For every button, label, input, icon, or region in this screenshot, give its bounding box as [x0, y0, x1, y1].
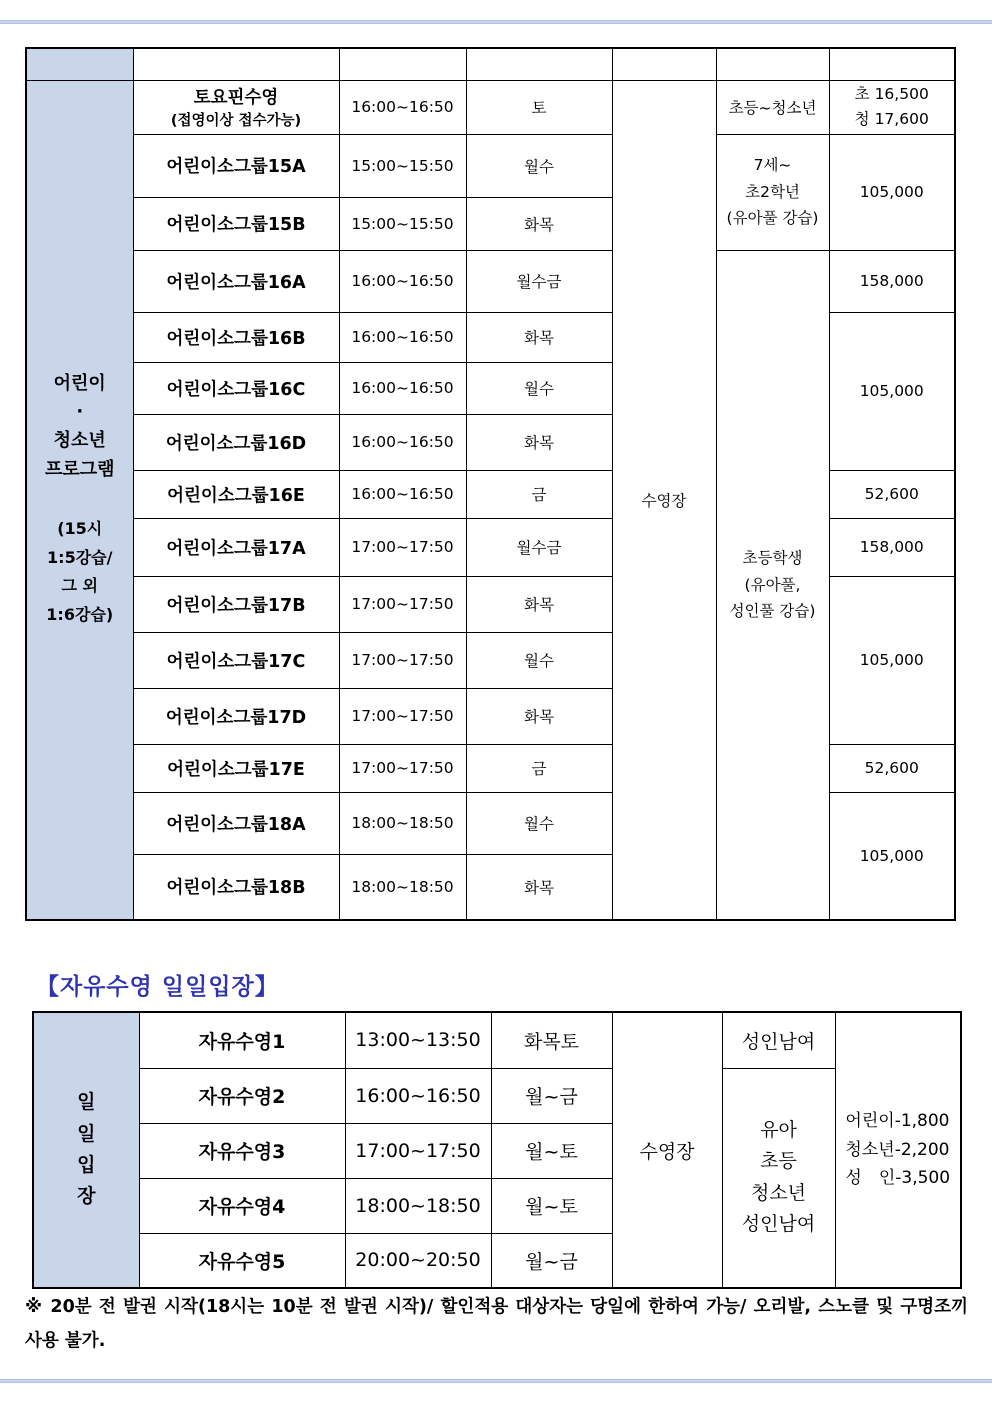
price: 105,000	[829, 134, 955, 250]
class-time: 18:00~18:50	[339, 792, 466, 854]
header-cell	[339, 48, 466, 80]
session-days: 월~금	[491, 1233, 612, 1288]
class-time: 16:00~16:50	[339, 250, 466, 312]
table-row	[26, 134, 955, 197]
price-line: 초 16,500	[854, 85, 929, 104]
session-time: 16:00~16:50	[345, 1068, 491, 1123]
target	[716, 250, 829, 920]
free-swim-category	[33, 1012, 139, 1288]
category-label: 어린이	[53, 372, 106, 394]
free-swim-table	[32, 1011, 962, 1289]
target-line: (유아풀 강습)	[726, 209, 819, 228]
class-name: 어린이소그룹16A	[133, 250, 339, 312]
session-time: 20:00~20:50	[345, 1233, 491, 1288]
class-time: 17:00~17:50	[339, 744, 466, 792]
place: 수영장	[612, 1012, 722, 1288]
price: 52,600	[829, 744, 955, 792]
class-name: 어린이소그룹17E	[133, 744, 339, 792]
target-line: 초2학년	[745, 182, 800, 201]
class-name-note: (접영이상 접수가능)	[170, 113, 302, 129]
class-time: 16:00~16:50	[339, 470, 466, 518]
class-days: 화목	[466, 688, 612, 744]
price: 105,000	[829, 312, 955, 470]
session-time: 13:00~13:50	[345, 1012, 491, 1068]
price	[829, 80, 955, 134]
class-days: 토	[466, 80, 612, 134]
table-row	[33, 1012, 961, 1068]
class-time: 16:00~16:50	[339, 414, 466, 470]
class-days: 금	[466, 470, 612, 518]
session-days: 화목토	[491, 1012, 612, 1068]
table-row	[33, 1068, 961, 1123]
category-label: 일	[77, 1091, 96, 1114]
category-note-line: 그 외	[61, 576, 98, 596]
class-name: 어린이소그룹15B	[133, 197, 339, 250]
target	[722, 1068, 835, 1288]
target: 초등~청소년	[716, 80, 829, 134]
class-name: 어린이소그룹17C	[133, 632, 339, 688]
session-days: 월~토	[491, 1123, 612, 1178]
class-time: 16:00~16:50	[339, 362, 466, 414]
class-days: 월수	[466, 362, 612, 414]
header-cell	[829, 48, 955, 80]
free-swim-heading: 【자유수영 일일입장】	[36, 974, 279, 1000]
session-name: 자유수영2	[139, 1068, 345, 1123]
target-line: 초등	[760, 1150, 797, 1173]
category-note-line: (15시	[57, 518, 103, 538]
class-name-text: 토요핀수영	[193, 88, 279, 108]
class-time: 17:00~17:50	[339, 688, 466, 744]
class-name: 어린이소그룹16E	[133, 470, 339, 518]
class-time: 17:00~17:50	[339, 518, 466, 576]
category-label: 프로그램	[44, 458, 115, 480]
class-time: 16:00~16:50	[339, 80, 466, 134]
class-name	[133, 80, 339, 134]
target-line: 유아	[760, 1119, 797, 1142]
price	[835, 1012, 961, 1288]
class-name: 어린이소그룹15A	[133, 134, 339, 197]
table-row	[26, 250, 955, 312]
target-line: 청소년	[750, 1181, 807, 1204]
class-days: 화목	[466, 576, 612, 632]
price: 158,000	[829, 250, 955, 312]
header-cell	[466, 48, 612, 80]
class-days: 화목	[466, 854, 612, 920]
target-line: (유아풀,	[744, 575, 801, 594]
category-label: 입	[77, 1154, 96, 1176]
class-time: 16:00~16:50	[339, 312, 466, 362]
class-days: 월수	[466, 134, 612, 197]
category-note	[27, 515, 133, 630]
target: 성인남여	[722, 1012, 835, 1068]
class-time: 18:00~18:50	[339, 854, 466, 920]
session-time: 17:00~17:50	[345, 1123, 491, 1178]
class-days: 화목	[466, 197, 612, 250]
class-time: 15:00~15:50	[339, 134, 466, 197]
top-border	[0, 20, 992, 24]
target-line: 성인풀 강습)	[729, 601, 816, 620]
target	[716, 134, 829, 250]
bottom-border	[0, 1379, 992, 1383]
class-time: 17:00~17:50	[339, 576, 466, 632]
price: 105,000	[829, 792, 955, 920]
class-days: 월수	[466, 792, 612, 854]
header-cell	[133, 48, 339, 80]
kids-program-table	[25, 47, 956, 921]
class-name: 어린이소그룹17A	[133, 518, 339, 576]
class-name: 어린이소그룹16B	[133, 312, 339, 362]
class-name: 어린이소그룹18A	[133, 792, 339, 854]
price: 158,000	[829, 518, 955, 576]
header-cell	[26, 48, 133, 80]
class-days: 월수	[466, 632, 612, 688]
table-header-row	[26, 48, 955, 80]
price-line: 어린이-1,800	[845, 1110, 950, 1131]
price-line: 성 인-3,500	[845, 1168, 951, 1189]
category-label: 일	[77, 1122, 96, 1145]
table-row	[26, 80, 955, 134]
target-line: 성인남여	[741, 1213, 816, 1236]
class-days: 월수금	[466, 518, 612, 576]
session-name: 자유수영4	[139, 1178, 345, 1233]
target-line: 초등학생	[742, 549, 803, 568]
price-line: 청소년-2,200	[845, 1139, 950, 1160]
category-note-line: 1:6강습)	[46, 605, 114, 625]
class-name: 어린이소그룹16C	[133, 362, 339, 414]
program-category	[26, 80, 133, 920]
place: 수영장	[612, 80, 716, 920]
session-name: 자유수영3	[139, 1123, 345, 1178]
category-label: ·	[76, 401, 84, 423]
class-days: 화목	[466, 414, 612, 470]
class-days: 화목	[466, 312, 612, 362]
header-cell	[612, 48, 716, 80]
class-time: 17:00~17:50	[339, 632, 466, 688]
session-time: 18:00~18:50	[345, 1178, 491, 1233]
class-time: 15:00~15:50	[339, 197, 466, 250]
header-cell	[716, 48, 829, 80]
session-name: 자유수영1	[139, 1012, 345, 1068]
target-line: 7세~	[753, 156, 792, 175]
session-days: 월~금	[491, 1068, 612, 1123]
class-name: 어린이소그룹17B	[133, 576, 339, 632]
category-label: 청소년	[53, 430, 106, 452]
class-name: 어린이소그룹17D	[133, 688, 339, 744]
class-days: 월수금	[466, 250, 612, 312]
category-note-line: 1:5강습/	[47, 547, 113, 567]
category-label: 장	[77, 1185, 96, 1208]
session-name: 자유수영5	[139, 1233, 345, 1288]
price-line: 청 17,600	[854, 110, 929, 128]
price: 105,000	[829, 576, 955, 744]
notice-text: ※ 20분 전 발권 시작(18시는 10분 전 발권 시작)/ 할인적용 대상자는 당일에 한하여 가능/ 오리발, 스노클 및 구명조끼 사용 불가.	[25, 1297, 968, 1351]
class-name: 어린이소그룹18B	[133, 854, 339, 920]
class-days: 금	[466, 744, 612, 792]
class-name: 어린이소그룹16D	[133, 414, 339, 470]
session-days: 월~토	[491, 1178, 612, 1233]
price: 52,600	[829, 470, 955, 518]
